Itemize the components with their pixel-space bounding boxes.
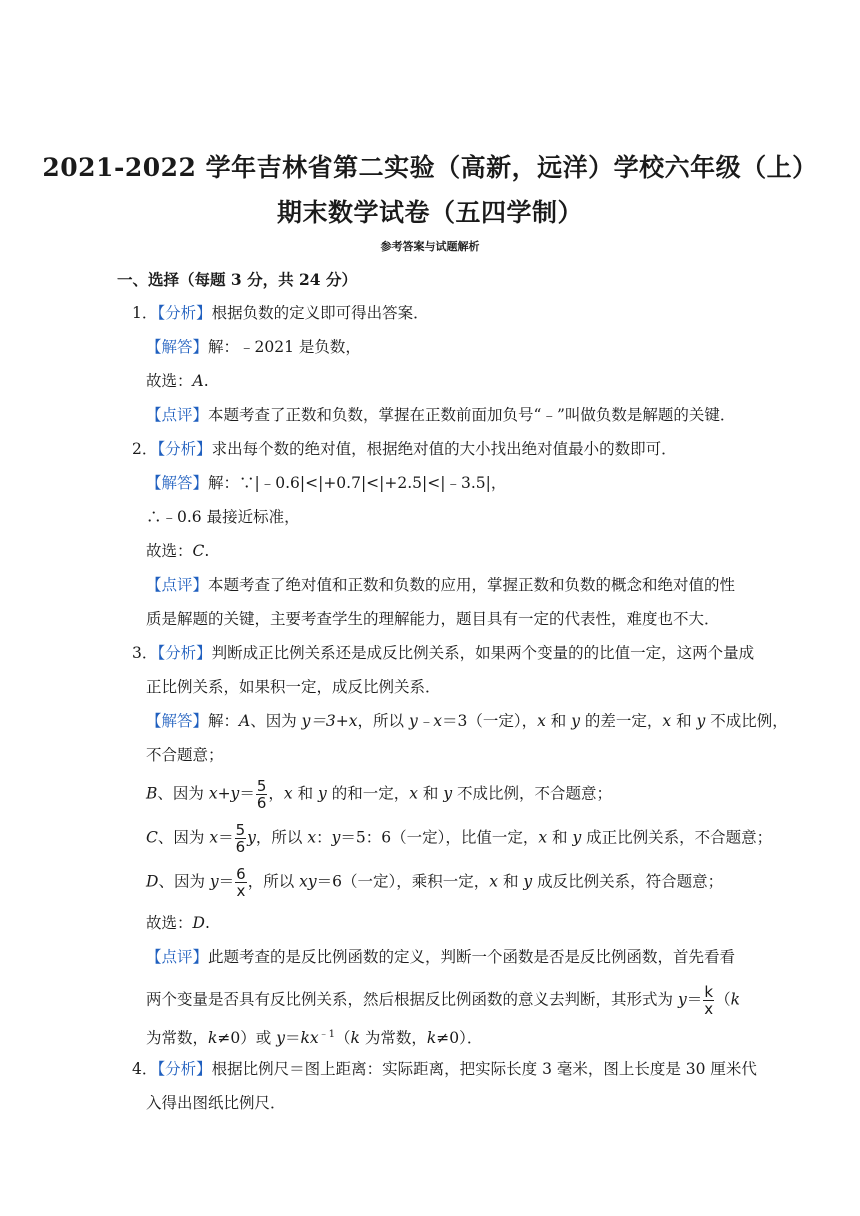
question-number: 2． [132,440,158,458]
question-number: 4． [132,1060,158,1078]
q3-comment-line1 [146,946,735,968]
text: 成反比例关系，符合题意； [532,872,724,891]
question-number: 1． [132,304,158,322]
answer-text: 解：∵|﹣0.6|<|+0.7|<|+2.5|<|﹣3.5|， [208,474,507,492]
text: ＝3（一定）， [441,712,538,730]
analysis-tag: 【分析】 [157,1060,212,1078]
fraction [235,866,247,899]
question-number: 3． [132,644,158,662]
analysis-text: 根据负数的定义即可得出答案． [211,304,429,322]
text: ≠0）． [436,1029,483,1048]
q2-choice: 故选：C. [146,542,210,560]
fraction [703,984,714,1017]
denominator: x [704,1000,714,1018]
comment-text: 此题考查的是反比例函数的定义，判断一个函数是否是反比例函数，首先看看 [208,948,736,966]
exponent: ﹣1 [318,1029,335,1040]
text: ＝6（一定），乘积一定， [316,872,490,891]
text: 、因为 [250,712,302,730]
analysis-text: 根据比例尺＝图上距离：实际距离，把实际长度 3 毫米，图上长度是 30 厘米代 [211,1060,757,1078]
analysis-tag: 【分析】 [157,304,212,322]
choice-letter: A [192,372,204,390]
text: 的和一定， [326,784,410,803]
document-title-line2: 期末数学试卷（五四学制） [276,198,583,227]
q3-choice: 故选：D. [146,914,210,932]
document-title-line1: 2021-2022 学年吉林省第二实验（高新，远洋）学校六年级（上） [42,153,818,182]
numerator: 5 [256,777,267,795]
text: ，所以 [255,828,308,847]
text: 为常数， [146,1029,209,1048]
analysis-tag: 【分析】 [157,644,212,662]
q3-option-a-tail: 不合题意； [146,746,224,764]
comment-text: 本题考查了绝对值和正数和负数的应用，掌握正数和负数的概念和绝对值的性 [208,576,736,594]
q3-comment-line2: 两个变量是否具有反比例关系，然后根据反比例函数的意义去判断，其形式为 y＝ $\frac{k}{x}$ （k [146,983,741,1018]
choice-letter: D [192,914,205,932]
q1-comment [146,404,735,426]
q2-analysis [132,438,677,460]
q1-choice: 故选：A. [146,372,209,390]
q3-option-b: B、因为 x+y＝ $\frac{5}{6}$ ，x 和 y 的和一定，x 和 y 不成比例，不合题意； [146,777,613,812]
q2-comment-line2: 质是解题的关键，主要考查学生的理解能力，题目具有一定的代表性，难度也不大． [146,610,720,628]
text: ，所以 [247,872,300,891]
equation: x+y [208,784,240,803]
text: ， [268,784,284,803]
comment-tag: 【点评】 [146,948,209,966]
numerator: k [704,983,713,1001]
q3-analysis-line1 [132,642,754,664]
denominator: 6 [235,838,246,856]
equation: y＝3+x [301,712,358,730]
answer-tag: 【解答】 [146,712,209,730]
q3-option-d: D、因为 y＝ $\frac{6}{x}$ ，所以 xy＝6（一定），乘积一定，x 和 y 成反比例关系，符合题意； [146,865,724,900]
text: ，所以 [357,712,409,730]
q1-analysis [132,302,429,324]
text: （ [335,1029,351,1048]
q1-answer [146,336,361,358]
text: （ [715,990,731,1009]
q3-comment-line3: 为常数，k≠0）或 $y=kx^{﹣1}(k$ 为常数，k≠0）． [146,1029,483,1048]
text: 的差一定， [579,712,663,730]
text: 成正比例关系，不合题意； [581,828,773,847]
q3-answer-option-a: 【解答】解：A、因为 y＝3+x，所以 y﹣x＝3（一定），x 和 y 的差一定，x 和 y 不成比例， [146,712,788,730]
answer-tag: 【解答】 [146,474,209,492]
text: 、因为 [157,828,210,847]
q2-therefore: ∴﹣0.6 最接近标准， [146,508,300,526]
q4-analysis-line2: 入得出图纸比例尺． [146,1094,286,1112]
q2-answer [146,472,506,494]
text: 不成比例， [705,712,788,730]
text: 为常数， [359,1029,427,1048]
denominator: x [236,882,246,900]
q3-option-c: C、因为 x＝ $\frac{5}{6}$ y，所以 x：y＝5：6（一定），比值一定，x 和 y 成正比例关系，不合题意； [146,821,773,856]
choice-prefix: 故选： [146,372,193,390]
section-heading: 一、选择（每题 3 分，共 24 分） [117,270,357,289]
denominator: 6 [256,794,267,812]
choice-prefix: 故选： [146,542,193,560]
comment-tag: 【点评】 [146,406,209,424]
text: 两个变量是否具有反比例关系，然后根据反比例函数的意义去判断，其形式为 [146,990,678,1009]
fraction [235,822,247,855]
text: 、因为 [158,872,210,891]
text: 、因为 [157,784,209,803]
equation: y﹣x [408,712,442,730]
q2-comment-line1 [146,574,735,596]
text: 和 [545,712,572,730]
q4-analysis-line1 [132,1058,757,1080]
analysis-text: 判断成正比例关系还是成反比例关系，如果两个变量的的比值一定，这两个量成 [211,644,755,662]
comment-text: 本题考查了正数和负数，掌握在正数前面加负号“﹣”叫做负数是解题的关键． [208,406,736,424]
text: 不成比例，不合题意； [452,784,613,803]
choice-prefix: 故选： [146,914,193,932]
q3-analysis-line2: 正比例关系，如果积一定，成反比例关系． [146,678,441,696]
numerator: 6 [236,865,246,883]
comment-tag: 【点评】 [146,576,209,594]
document-subtitle: 参考答案与试题解析 [380,240,480,253]
fraction [256,778,268,811]
answer-text: 解：﹣2021 是负数， [208,338,361,356]
numerator: 5 [235,821,246,839]
text: ≠0）或 [217,1029,277,1048]
analysis-tag: 【分析】 [157,440,212,458]
choice-letter: C [192,542,205,560]
answer-tag: 【解答】 [146,338,209,356]
analysis-text: 求出每个数的绝对值，根据绝对值的大小找出绝对值最小的数即可． [211,440,677,458]
text: ＝5：6（一定），比值一定， [340,828,539,847]
